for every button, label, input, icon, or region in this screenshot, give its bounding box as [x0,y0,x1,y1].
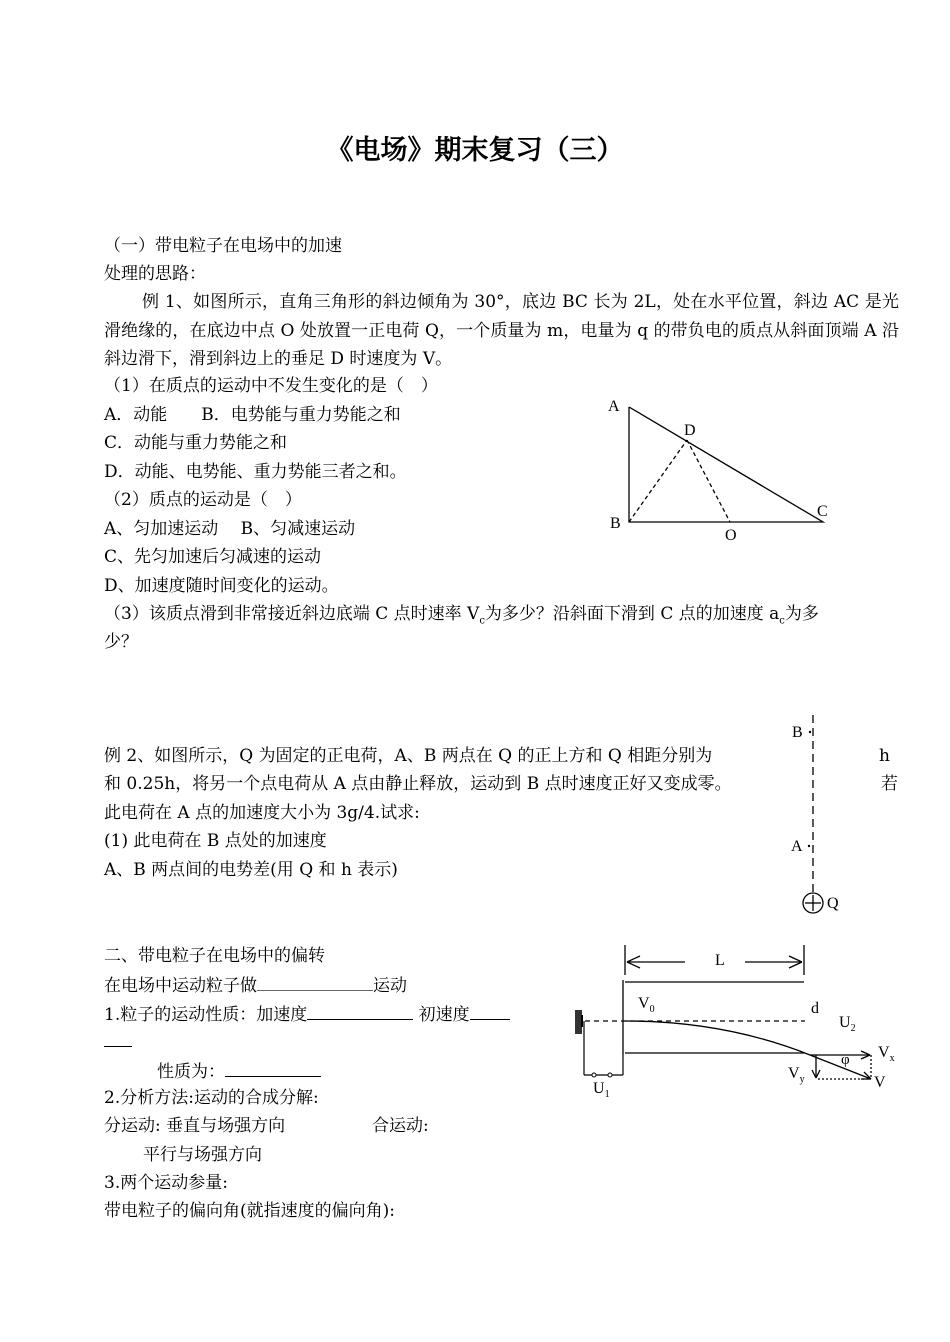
example1-q1-option-c: C．动能与重力势能之和 [104,433,288,453]
section2-line3: 性质为： [157,1058,321,1084]
triangle-figure [600,390,850,550]
example2-line3: 此电荷在 A 点的加速度大小为 3g/4.试求: [104,803,420,823]
positive-charge-icon [803,893,823,913]
page-title: 《电场》期末复习（三） [326,135,624,166]
label-c: C [817,503,828,520]
example1-q2-option-c: C、先匀加速后匀减速的运动 [104,547,322,567]
label-a: A [608,398,620,415]
label-l: L [715,952,725,969]
label-point-a: A [791,838,803,855]
example2-line2: 和 0.25h，将另一个点电荷从 A 点由静止释放，运动到 B 点时速度正好又变成零。 [104,774,732,794]
label-v: V [874,1074,886,1091]
label-phi: φ [841,1052,850,1068]
approach-label: 处理的思路： [104,264,206,284]
dashed-line-bd [629,440,687,522]
example2-q1: (1) 此电荷在 B 点处的加速度 [104,831,327,851]
example2-line1: 例 2、如图所示，Q 为固定的正电荷，A、B 两点在 Q 的正上方和 Q 相距分别为 [104,746,713,766]
label-d: D [684,422,696,439]
blank-continuation [104,1046,132,1047]
particle-source-icon [575,1010,623,1077]
section2-line7: 3.两个运动参量: [104,1173,228,1193]
label-vy: $V_y$ [788,1065,805,1085]
deflection-figure [565,935,905,1105]
dashed-line-do [687,440,730,522]
example1-q1-option-d: D．动能、电势能、重力势能三者之和。 [104,462,407,482]
label-vx: $V_x$ [878,1044,895,1064]
section2-heading: 二、带电粒子在电场中的偏转 [104,946,325,966]
example1-text: 例 1、如图所示，直角三角形的斜边倾角为 30°，底边 BC 长为 2L，处在水平位置，斜边 AC 是光滑绝缘的，在底边中点 O 处放置一正电荷 Q，一个质量为 m，电量为 q 的带负电的质点从斜面顶端 A 沿斜边滑下，滑到斜边上的垂足 D 时速度为 V。 [104,292,899,369]
charge-figure [780,710,860,920]
section2-line1: 在电场中运动粒子做 运动 [104,972,407,998]
example2-line1-end: h [879,746,890,766]
section2-line2: 1.粒子的运动性质：加速度 初速度 [104,1001,510,1027]
blank-acceleration [307,1001,413,1020]
example1-q3: （3）该质点滑到非常接近斜边底端 C 点时速率 $V_c$为多少？沿斜面下滑到 C 点的加速度 $a_c$为多 [104,604,819,627]
blank-nature [225,1058,321,1077]
particle-trajectory [625,1021,810,1055]
label-o: O [725,527,737,544]
example1-q1: （1）在质点的运动中不发生变化的是（ ） [104,376,438,396]
example1-q2: （2）质点的运动是（ ） [104,490,302,510]
label-point-b: B [792,724,803,741]
section2-line8: 带电粒子的偏向角(就指速度的偏向角): [104,1201,395,1221]
section2-line4: 2.分析方法:运动的合成分解: [104,1088,319,1108]
example1-q2-option-d: D、加速度随时间变化的运动。 [104,576,339,596]
example2-q2: A、B 两点间的电势差(用 Q 和 h 表示) [104,860,398,880]
label-u1: $U_1$ [593,1080,610,1100]
label-v0: $V_0$ [638,995,655,1015]
section2-line5-a: 分运动: 垂直与场强方向 [104,1116,286,1136]
example1-q1-options-ab: A．动能 B．电势能与重力势能之和 [104,405,401,425]
example1-q2-options-ab: A、匀加速运动 B、匀减速运动 [104,519,356,539]
example1-q3-cont: 少？ [104,632,138,652]
label-d: d [811,1000,819,1017]
label-u2: $U_2$ [839,1014,856,1034]
section2-line5-b: 合运动: [372,1116,429,1136]
label-b: B [610,515,621,532]
blank-motion-type [257,972,373,991]
blank-initial-velocity [470,1001,510,1020]
triangle-outline [629,407,823,522]
section1-heading: （一）带电粒子在电场中的加速 [104,236,342,256]
example2-line2-end: 若 [881,774,898,794]
label-charge-q: Q [827,895,839,912]
section2-line6: 平行与场强方向 [143,1145,262,1165]
